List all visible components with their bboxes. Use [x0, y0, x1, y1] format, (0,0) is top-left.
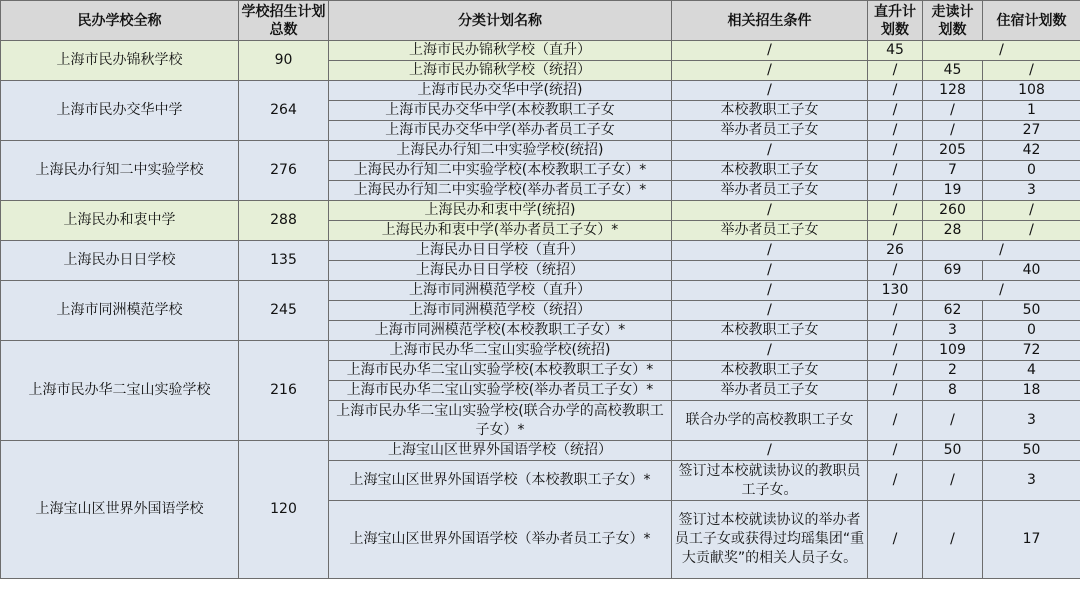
- boarding-count-cell: /: [983, 221, 1080, 241]
- day-count-cell: 50: [923, 441, 983, 461]
- table-row: [1, 141, 1080, 161]
- plan-name-cell: 上海市民办交华中学(统招): [329, 81, 672, 101]
- day-count-cell: 109: [923, 341, 983, 361]
- header-boarding: 住宿计划数: [983, 1, 1080, 41]
- school-name-cell: 上海宝山区世界外国语学校: [1, 441, 239, 579]
- table-row: [1, 281, 1080, 301]
- condition-cell: 本校教职工子女: [672, 321, 868, 341]
- day-count-cell: /: [923, 41, 1080, 61]
- plan-name-cell: 上海市民办华二宝山实验学校(联合办学的高校教职工子女）*: [329, 401, 672, 441]
- boarding-count-cell: 40: [983, 261, 1080, 281]
- boarding-count-cell: 17: [983, 501, 1080, 579]
- school-total-cell: 276: [239, 141, 329, 201]
- boarding-count-cell: 50: [983, 441, 1080, 461]
- direct-count-cell: /: [868, 81, 923, 101]
- direct-count-cell: /: [868, 301, 923, 321]
- day-count-cell: 3: [923, 321, 983, 341]
- direct-count-cell: /: [868, 201, 923, 221]
- day-count-cell: 19: [923, 181, 983, 201]
- day-count-cell: /: [923, 401, 983, 441]
- condition-cell: /: [672, 441, 868, 461]
- condition-cell: /: [672, 241, 868, 261]
- school-name-cell: 上海民办和衷中学: [1, 201, 239, 241]
- table-row: [1, 341, 1080, 361]
- boarding-count-cell: 72: [983, 341, 1080, 361]
- day-count-cell: 62: [923, 301, 983, 321]
- condition-cell: /: [672, 281, 868, 301]
- condition-cell: 举办者员工子女: [672, 221, 868, 241]
- direct-count-cell: /: [868, 501, 923, 579]
- table-row: [1, 41, 1080, 61]
- day-count-cell: 28: [923, 221, 983, 241]
- direct-count-cell: /: [868, 321, 923, 341]
- school-total-cell: 135: [239, 241, 329, 281]
- day-count-cell: 2: [923, 361, 983, 381]
- school-total-cell: 90: [239, 41, 329, 81]
- day-count-cell: 8: [923, 381, 983, 401]
- condition-cell: 本校教职工子女: [672, 101, 868, 121]
- direct-count-cell: /: [868, 361, 923, 381]
- boarding-count-cell: 18: [983, 381, 1080, 401]
- header-plan-name: 分类计划名称: [329, 1, 672, 41]
- boarding-count-cell: 3: [983, 401, 1080, 441]
- condition-cell: 签订过本校就读协议的教职员工子女。: [672, 461, 868, 501]
- school-total-cell: 264: [239, 81, 329, 141]
- header-direct: 直升计划数: [868, 1, 923, 41]
- direct-count-cell: /: [868, 101, 923, 121]
- header-school: 民办学校全称: [1, 1, 239, 41]
- condition-cell: /: [672, 81, 868, 101]
- plan-name-cell: 上海宝山区世界外国语学校（统招）: [329, 441, 672, 461]
- direct-count-cell: /: [868, 181, 923, 201]
- day-count-cell: 69: [923, 261, 983, 281]
- condition-cell: /: [672, 201, 868, 221]
- plan-name-cell: 上海市民办华二宝山实验学校(统招): [329, 341, 672, 361]
- condition-cell: /: [672, 261, 868, 281]
- day-count-cell: 45: [923, 61, 983, 81]
- boarding-count-cell: 42: [983, 141, 1080, 161]
- school-total-cell: 288: [239, 201, 329, 241]
- header-row: [1, 1, 1080, 41]
- school-total-cell: 245: [239, 281, 329, 341]
- boarding-count-cell: 3: [983, 181, 1080, 201]
- day-count-cell: 7: [923, 161, 983, 181]
- condition-cell: 联合办学的高校教职工子女: [672, 401, 868, 441]
- school-name-cell: 上海民办日日学校: [1, 241, 239, 281]
- plan-name-cell: 上海宝山区世界外国语学校（本校教职工子女）*: [329, 461, 672, 501]
- boarding-count-cell: 50: [983, 301, 1080, 321]
- day-count-cell: /: [923, 501, 983, 579]
- plan-name-cell: 上海市民办交华中学(举办者员工子女: [329, 121, 672, 141]
- school-name-cell: 上海民办行知二中实验学校: [1, 141, 239, 201]
- direct-count-cell: /: [868, 381, 923, 401]
- boarding-count-cell: 3: [983, 461, 1080, 501]
- direct-count-cell: /: [868, 61, 923, 81]
- condition-cell: /: [672, 301, 868, 321]
- boarding-count-cell: 1: [983, 101, 1080, 121]
- day-count-cell: 128: [923, 81, 983, 101]
- condition-cell: 举办者员工子女: [672, 381, 868, 401]
- plan-name-cell: 上海市民办锦秋学校（统招）: [329, 61, 672, 81]
- table-row: [1, 441, 1080, 461]
- boarding-count-cell: /: [983, 201, 1080, 221]
- direct-count-cell: /: [868, 461, 923, 501]
- boarding-count-cell: 0: [983, 321, 1080, 341]
- table-row: [1, 81, 1080, 101]
- condition-cell: /: [672, 341, 868, 361]
- plan-name-cell: 上海市同洲模范学校（统招）: [329, 301, 672, 321]
- school-total-cell: 120: [239, 441, 329, 579]
- direct-count-cell: /: [868, 401, 923, 441]
- condition-cell: 举办者员工子女: [672, 181, 868, 201]
- direct-count-cell: /: [868, 121, 923, 141]
- condition-cell: /: [672, 41, 868, 61]
- condition-cell: 本校教职工子女: [672, 361, 868, 381]
- plan-name-cell: 上海宝山区世界外国语学校（举办者员工子女）*: [329, 501, 672, 579]
- direct-count-cell: /: [868, 221, 923, 241]
- direct-count-cell: 130: [868, 281, 923, 301]
- plan-name-cell: 上海市同洲模范学校（直升）: [329, 281, 672, 301]
- direct-count-cell: /: [868, 161, 923, 181]
- header-condition: 相关招生条件: [672, 1, 868, 41]
- condition-cell: 签订过本校就读协议的举办者员工子女或获得过均瑶集团“重大贡献奖”的相关人员子女。: [672, 501, 868, 579]
- day-count-cell: /: [923, 101, 983, 121]
- boarding-count-cell: 0: [983, 161, 1080, 181]
- day-count-cell: /: [923, 241, 1080, 261]
- direct-count-cell: /: [868, 261, 923, 281]
- school-name-cell: 上海市民办锦秋学校: [1, 41, 239, 81]
- day-count-cell: /: [923, 281, 1080, 301]
- school-name-cell: 上海市民办华二宝山实验学校: [1, 341, 239, 441]
- plan-name-cell: 上海市民办锦秋学校（直升）: [329, 41, 672, 61]
- direct-count-cell: /: [868, 341, 923, 361]
- boarding-count-cell: 27: [983, 121, 1080, 141]
- day-count-cell: 260: [923, 201, 983, 221]
- plan-name-cell: 上海市民办华二宝山实验学校(举办者员工子女）*: [329, 381, 672, 401]
- header-day: 走读计划数: [923, 1, 983, 41]
- plan-name-cell: 上海民办和衷中学(统招): [329, 201, 672, 221]
- condition-cell: 本校教职工子女: [672, 161, 868, 181]
- day-count-cell: /: [923, 121, 983, 141]
- plan-name-cell: 上海民办行知二中实验学校(举办者员工子女）*: [329, 181, 672, 201]
- condition-cell: /: [672, 141, 868, 161]
- boarding-count-cell: /: [983, 61, 1080, 81]
- school-name-cell: 上海市民办交华中学: [1, 81, 239, 141]
- plan-name-cell: 上海民办行知二中实验学校(统招): [329, 141, 672, 161]
- plan-name-cell: 上海市同洲模范学校(本校教职工子女）*: [329, 321, 672, 341]
- direct-count-cell: 45: [868, 41, 923, 61]
- plan-name-cell: 上海民办和衷中学(举办者员工子女）*: [329, 221, 672, 241]
- condition-cell: 举办者员工子女: [672, 121, 868, 141]
- plan-name-cell: 上海民办日日学校（统招）: [329, 261, 672, 281]
- header-total: 学校招生计划总数: [239, 1, 329, 41]
- day-count-cell: /: [923, 461, 983, 501]
- condition-cell: /: [672, 61, 868, 81]
- direct-count-cell: 26: [868, 241, 923, 261]
- table-row: [1, 241, 1080, 261]
- direct-count-cell: /: [868, 141, 923, 161]
- plan-name-cell: 上海市民办华二宝山实验学校(本校教职工子女）*: [329, 361, 672, 381]
- day-count-cell: 205: [923, 141, 983, 161]
- boarding-count-cell: 108: [983, 81, 1080, 101]
- direct-count-cell: /: [868, 441, 923, 461]
- school-total-cell: 216: [239, 341, 329, 441]
- boarding-count-cell: 4: [983, 361, 1080, 381]
- plan-name-cell: 上海民办行知二中实验学校(本校教职工子女）*: [329, 161, 672, 181]
- school-name-cell: 上海市同洲模范学校: [1, 281, 239, 341]
- table-row: [1, 201, 1080, 221]
- plan-name-cell: 上海市民办交华中学(本校教职工子女: [329, 101, 672, 121]
- plan-name-cell: 上海民办日日学校（直升）: [329, 241, 672, 261]
